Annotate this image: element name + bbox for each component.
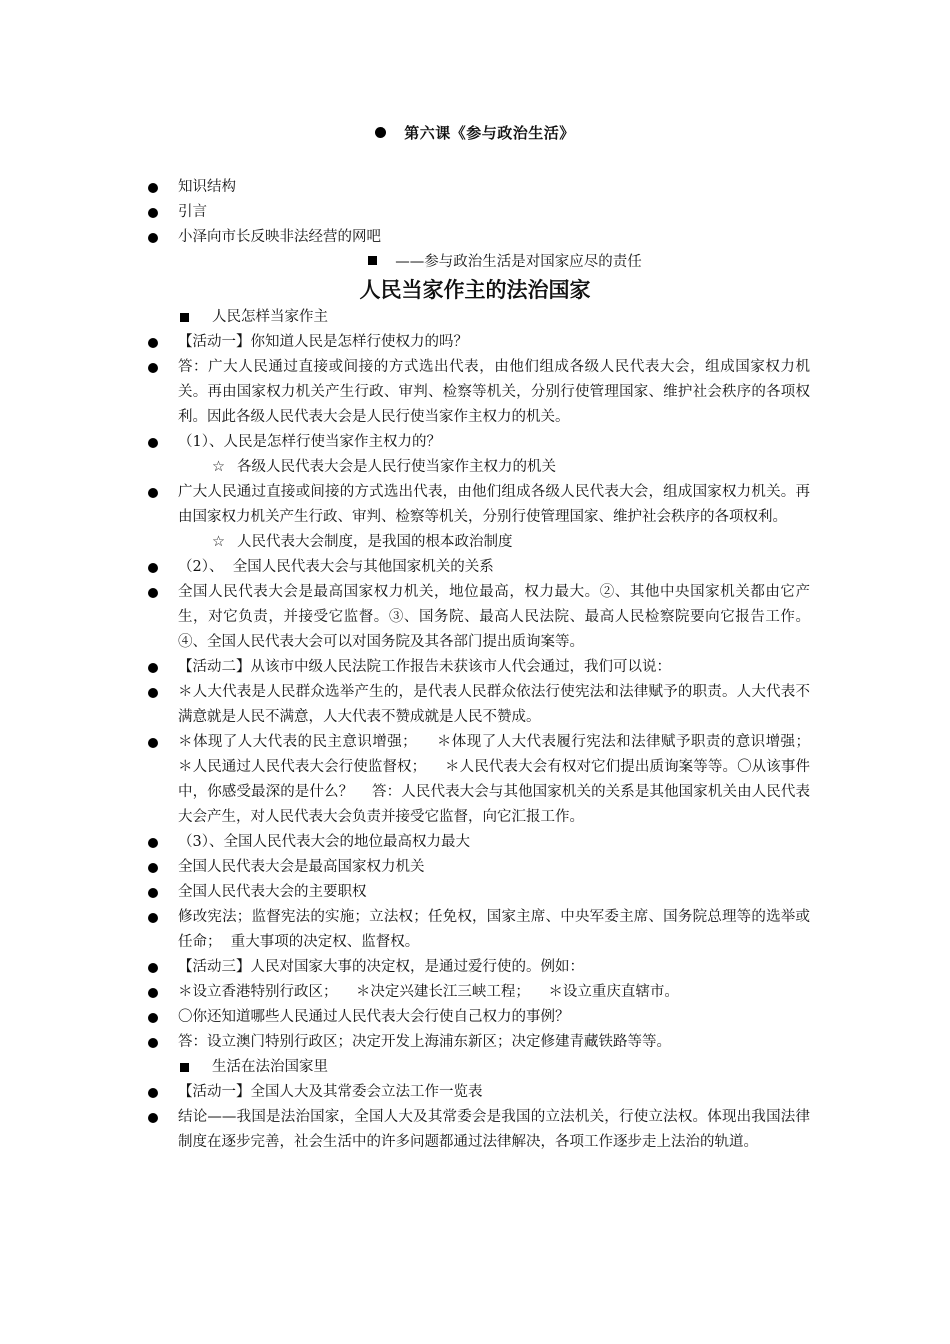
square-bullet-icon [180,1063,189,1072]
bullet-item: 知识结构 [140,175,810,200]
bullet-dot-icon [148,688,158,698]
bullet-item: 【活动三】人民对国家大事的决定权，是通过爱行使的。例如： [140,955,810,980]
bullet-dot-icon [148,1038,158,1048]
bullet-dot-icon [148,183,158,193]
bullet-item: 小泽向市长反映非法经营的网吧 [140,225,810,250]
bullet-item: 答：设立澳门特别行政区；决定开发上海浦东新区；决定修建青藏铁路等等。 [140,1030,810,1055]
bullet-item: （1）、人民是怎样行使当家作主权力的？ [140,430,810,455]
bullet-item: ＊人大代表是人民群众选举产生的，是代表人民群众依法行使宪法和法律赋予的职责。人大代表不满意就是人民不满意，人大代表不赞成就是人民不赞成。 [140,680,810,730]
bullet-item: 结论——我国是法治国家，全国人大及其常委会是我国的立法机关，行使立法权。体现出我国法律制度在逐步完善，社会生活中的许多问题都通过法律解决，各项工作逐步走上法治的轨道。 [140,1105,810,1155]
bullet-dot-icon [148,363,158,373]
bullet-item: 全国人民代表大会的主要职权 [140,880,810,905]
bullet-item: （2）、 全国人民代表大会与其他国家机关的关系 [140,555,810,580]
subtitle: ——参与政治生活是对国家应尽的责任 [140,250,810,275]
bullet-dot-icon [148,963,158,973]
bullet-dot-icon [375,127,386,138]
bullet-dot-icon [148,1013,158,1023]
bullet-item: 【活动一】全国人大及其常委会立法工作一览表 [140,1080,810,1105]
bullet-dot-icon [148,338,158,348]
square-bullet-icon [180,313,189,322]
lesson-title: 第六课《参与政治生活》 [0,122,950,143]
bullet-item: 【活动二】从该市中级人民法院工作报告未获该市人代会通过，我们可以说： [140,655,810,680]
bullet-item: 全国人民代表大会是最高国家权力机关 [140,855,810,880]
star-icon: ☆ [212,534,225,550]
bullet-dot-icon [148,863,158,873]
bullet-item: 【活动一】你知道人民是怎样行使权力的吗？ [140,330,810,355]
bullet-dot-icon [148,913,158,923]
star-point: ☆ 人民代表大会制度，是我国的根本政治制度 [212,534,513,550]
star-point: ☆ 各级人民代表大会是人民行使当家作主权力的机关 [212,459,556,475]
bullet-dot-icon [148,588,158,598]
star-icon: ☆ [212,459,225,475]
bullet-item: 广大人民通过直接或间接的方式选出代表，由他们组成各级人民代表大会，组成国家权力机关。再由国家权力机关产生行政、审判、检察等机关，分别行使管理国家、维护社会秩序的各项权利。 [140,480,810,530]
bullet-item: ＊设立香港特别行政区； ＊决定兴建长江三峡工程； ＊设立重庆直辖市。 [140,980,810,1005]
bullet-dot-icon [148,233,158,243]
bullet-dot-icon [148,663,158,673]
section-title: 人民怎样当家作主 [140,305,810,330]
bullet-dot-icon [148,1113,158,1123]
document-body [140,175,829,1155]
bullet-item: ＊体现了人大代表的民主意识增强； ＊体现了人大代表履行宪法和法律赋予职责的意识增强； ＊人民通过人民代表大会行使监督权； ＊人民代表大会有权对它们提出质询案等等。〇从该事件中，你感受最深的是什么？ 答：人民代表大会与其他国家机关的关系是其他国家机关由人民代表大会产生，对人民代表大会负责并接受它监督，向它汇报工作。 [140,730,810,830]
square-bullet-icon [368,256,377,265]
bullet-item: 修改宪法；监督宪法的实施；立法权；任免权，国家主席、中央军委主席、国务院总理等的选举或任命； 重大事项的决定权、监督权。 [140,905,810,955]
section-title: 生活在法治国家里 [140,1055,810,1080]
bullet-item: 答：广大人民通过直接或间接的方式选出代表，由他们组成各级人民代表大会，组成国家权力机关。再由国家权力机关产生行政、审判、检察等机关，分别行使管理国家、维护社会秩序的各项权利。因此各级人民代表大会是人民行使当家作主权力的机关。 [140,355,810,430]
section-heading: 人民当家作主的法治国家 [359,278,591,302]
bullet-item: 引言 [140,200,810,225]
bullet-dot-icon [148,988,158,998]
bullet-dot-icon [148,563,158,573]
bullet-dot-icon [148,888,158,898]
bullet-item: 〇你还知道哪些人民通过人民代表大会行使自己权力的事例？ [140,1005,810,1030]
bullet-dot-icon [148,838,158,848]
bullet-dot-icon [148,438,158,448]
bullet-item: 全国人民代表大会是最高国家权力机关，地位最高，权力最大。②、其他中央国家机关都由它产生，对它负责，并接受它监督。③、国务院、最高人民法院、最高人民检察院要向它报告工作。④、全国人民代表大会可以对国务院及其各部门提出质询案等。 [140,580,810,655]
bullet-dot-icon [148,1088,158,1098]
bullet-dot-icon [148,208,158,218]
bullet-item: （3）、全国人民代表大会的地位最高权力最大 [140,830,810,855]
bullet-dot-icon [148,738,158,748]
bullet-dot-icon [148,488,158,498]
